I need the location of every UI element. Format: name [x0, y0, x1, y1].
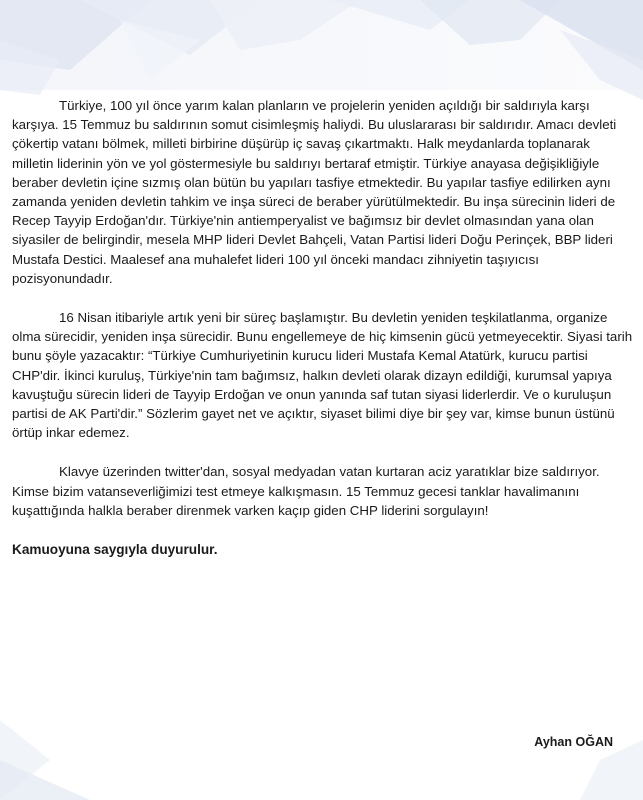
paragraph-3: Klavye üzerinden twitter'dan, sosyal medyadan vatan kurtaran aciz yaratıklar bize saldırıyor. Kimse bizim vatanseverliğimizi test etmeye kalkışmasın. 15 Temmuz gecesi tanklar havalimanını kuşattığında halkla beraber direnmek varken kaçıp giden CHP liderini sorgulayın!: [12, 464, 600, 518]
signature-name: Ayhan OĞAN: [534, 735, 613, 749]
paragraph-2: 16 Nisan itibariyle artık yeni bir süreç başlamıştır. Bu devletin yeniden teşkilatlanma, organize olma sürecidir, yeniden inşa sürecidir. Bunu engellemeye de hiç kimsenin gücü yetmeyecektir. Siyasi tarih bunu şöyle yazacaktır: “Türkiye Cumhuriyetinin kurucu lideri Mustafa Kemal Atatürk, kurucu partisi CHP'dir. İkinci kuruluş, Türkiye'nin tam bağımsız, halkın devleti olarak dizayn edildiği, kurumsal yapıya kavuştuğu sürecin lideri de Tayyip Erdoğan ve onun yanında saf tutan siyasi liderlerdir. Ve o kuruluşun partisi de AK Parti'dir.” Sözlerim gayet net ve açıktır, siyaset bilimi diye bir şey var, kimse bunun üstünü örtüp inkar edemez.: [12, 310, 633, 441]
closing-line: Kamuoyuna saygıyla duyurulur.: [12, 542, 218, 558]
paragraph-1: Türkiye, 100 yıl önce yarım kalan planların ve projelerin yeniden açıldığı bir saldırıyla karşı karşıya. 15 Temmuz bu saldırının somut cisimleşmiş haliydi. Bu uluslararası bir saldırıdır. Amacı devleti çökertip vatanı bölmek, milleti birbirine düşürüp iç savaş çıkartmaktı. Halk meydanlarda toplanarak milletin liderinin yön ve yol göstermesiyle bu saldırıyı bertaraf etmiştir. Türkiye anayasa değişikliğiyle beraber devletin içine sızmış olan bütün bu yapıları tasfiye etmektedir. Bu yapılar tasfiye edilirken aynı zamanda yeniden devletin tahkim ve inşa süreci de beraber yürütülmektedir. Bu inşa sürecinin lideri de Recep Tayyip Erdoğan'dır. Türkiye'nin antiemperyalist ve bağımsız bir devlet olmasından yana olan siyasiler de belirgindir, mesela MHP lideri Devlet Bahçeli, Vatan Partisi lideri Doğu Perinçek, BBP lideri Mustafa Destici. Maalesef ana muhalefet lideri 100 yıl önceki mandacı zihniyetin taşıyıcısı pozisyonundadır.: [12, 98, 617, 286]
press-statement: [12, 96, 634, 559]
